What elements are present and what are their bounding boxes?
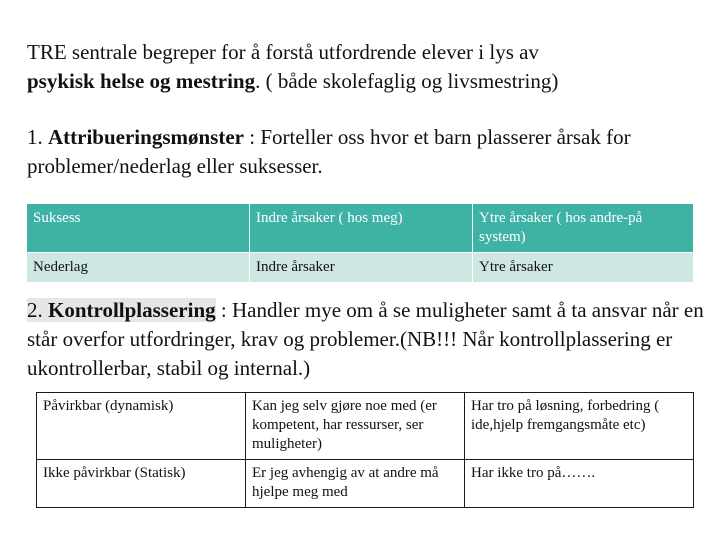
table-row bbox=[27, 253, 694, 283]
table-cell: Indre årsaker bbox=[250, 253, 473, 283]
table-cell: Ikke påvirkbar (Statisk) bbox=[37, 460, 246, 508]
intro-paragraph bbox=[27, 38, 707, 96]
intro-bold-term: psykisk helse og mestring bbox=[27, 69, 256, 93]
table-cell: Er jeg avhengig av at andre må hjelpe meg med bbox=[246, 460, 465, 508]
table-cell: Har tro på løsning, forbedring ( ide,hjelp fremgangsmåte etc) bbox=[465, 393, 694, 460]
section2-text: : Handler mye om å se muligheter samt å ta ansvar når en står overfor utfordringer, krav og problemer.(NB!!! Når kontrollplassering er ukontrollerbar, stabil og internal.) bbox=[27, 298, 704, 380]
intro-line: TRE sentrale begreper for å forstå utfordrende elever i lys av bbox=[27, 40, 539, 64]
attribution-table bbox=[26, 203, 694, 283]
section1-term: Attribueringsmønster bbox=[48, 125, 244, 149]
section2-heading bbox=[27, 298, 216, 322]
table-row bbox=[27, 204, 694, 253]
intro-rest: . ( både skolefaglig og livsmestring) bbox=[255, 69, 559, 93]
section2-term: Kontrollplassering bbox=[48, 298, 216, 322]
section1-number: 1. bbox=[27, 125, 48, 149]
table-cell: Indre årsaker ( hos meg) bbox=[250, 204, 473, 253]
table-cell: Ytre årsaker bbox=[473, 253, 694, 283]
section1-sep: : bbox=[243, 125, 261, 149]
table-cell: Suksess bbox=[27, 204, 250, 253]
table-cell: Ytre årsaker ( hos andre-på system) bbox=[473, 204, 694, 253]
table-cell: Har ikke tro på……. bbox=[465, 460, 694, 508]
table-cell: Nederlag bbox=[27, 253, 250, 283]
section2-number: 2. bbox=[27, 298, 48, 322]
table-row bbox=[37, 460, 694, 508]
section1-text: Forteller oss hvor et barn plasserer årsak for problemer/nederlag eller suksesser. bbox=[27, 125, 631, 178]
table-row bbox=[37, 393, 694, 460]
control-table bbox=[36, 392, 694, 508]
table-cell: Kan jeg selv gjøre noe med (er kompetent, har ressurser, ser muligheter) bbox=[246, 393, 465, 460]
table-cell: Påvirkbar (dynamisk) bbox=[37, 393, 246, 460]
section2-paragraph bbox=[27, 296, 707, 383]
section1-paragraph bbox=[27, 123, 707, 181]
